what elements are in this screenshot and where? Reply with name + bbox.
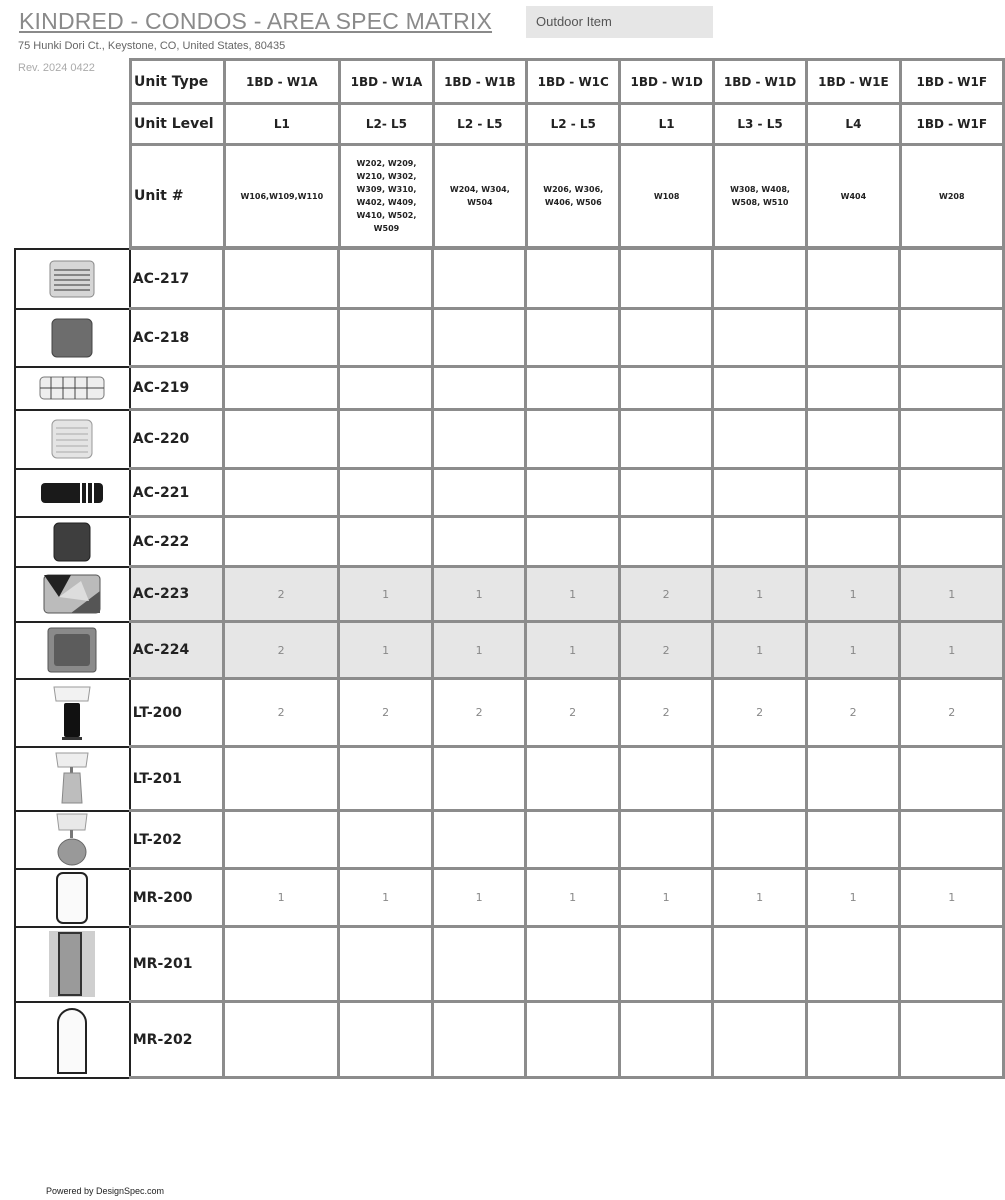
quantity-cell: [900, 309, 1004, 367]
quantity-cell: [432, 410, 526, 469]
unit-type-cell: 1BD - W1A: [340, 60, 433, 104]
quantity-cell: 1: [806, 567, 900, 622]
quantity-cell: [526, 517, 620, 567]
quantity-cell: 1: [223, 869, 338, 927]
quantity-cell: [900, 747, 1004, 811]
quantity-cell: 1: [900, 567, 1004, 622]
item-row: [15, 367, 1004, 410]
quantity-cell: [806, 747, 900, 811]
quantity-cell: 1: [806, 622, 900, 679]
quantity-cell: [900, 1002, 1004, 1078]
item-thumbnail: [15, 469, 130, 517]
item-row: [15, 517, 1004, 567]
quantity-cell: [432, 309, 526, 367]
quantity-cell: [806, 410, 900, 469]
item-code: AC-221: [130, 469, 224, 517]
quantity-cell: 2: [619, 567, 713, 622]
quantity-cell: [223, 811, 338, 869]
quantity-cell: [223, 410, 338, 469]
unit-type-label: Unit Type: [131, 60, 225, 104]
unit-level-cell: L3 - L5: [713, 104, 806, 145]
item-thumbnail: [15, 747, 130, 811]
unit-number-cell: W106,W109,W110: [224, 145, 340, 248]
quantity-cell: [900, 811, 1004, 869]
unit-level-cell: L1: [620, 104, 713, 145]
quantity-cell: [526, 367, 620, 410]
quantity-cell: [619, 367, 713, 410]
item-row: [15, 679, 1004, 747]
quantity-cell: [526, 410, 620, 469]
quantity-cell: [339, 309, 433, 367]
quantity-cell: [526, 811, 620, 869]
quantity-cell: 1: [713, 622, 807, 679]
quantity-cell: [900, 410, 1004, 469]
quantity-cell: [713, 367, 807, 410]
textured-pillow-icon: [16, 256, 129, 302]
quantity-cell: [900, 517, 1004, 567]
quantity-cell: 2: [223, 567, 338, 622]
item-thumbnail: [15, 679, 130, 747]
item-thumbnail: [15, 367, 130, 410]
unit-type-cell: 1BD - W1A: [224, 60, 340, 104]
quantity-cell: 1: [526, 567, 620, 622]
quantity-cell: 1: [339, 869, 433, 927]
project-address: 75 Hunki Dori Ct., Keystone, CO, United States, 80435: [18, 40, 286, 52]
quantity-cell: [526, 309, 620, 367]
quantity-cell: 2: [619, 622, 713, 679]
quantity-cell: [806, 309, 900, 367]
item-code: AC-217: [130, 249, 224, 309]
unit-number-cell: W204, W304, W504: [433, 145, 526, 248]
unit-number-cell: W206, W306, W406, W506: [527, 145, 620, 248]
item-code: LT-201: [130, 747, 224, 811]
item-thumbnail: [15, 517, 130, 567]
item-code: AC-222: [130, 517, 224, 567]
quantity-cell: [900, 367, 1004, 410]
quantity-cell: [713, 927, 807, 1002]
unit-level-cell: L4: [807, 104, 900, 145]
quantity-cell: [619, 811, 713, 869]
knit-pillow-icon: [16, 416, 129, 462]
unit-type-cell: 1BD - W1D: [713, 60, 806, 104]
quantity-cell: 1: [432, 567, 526, 622]
item-row: [15, 927, 1004, 1002]
quantity-cell: [339, 747, 433, 811]
unit-type-cell: 1BD - W1E: [807, 60, 900, 104]
quantity-cell: [432, 1002, 526, 1078]
powered-by-footer: Powered by DesignSpec.com: [46, 1186, 165, 1196]
quantity-cell: [432, 517, 526, 567]
quantity-cell: [806, 927, 900, 1002]
quantity-cell: [223, 469, 338, 517]
quantity-cell: [432, 927, 526, 1002]
quantity-cell: [432, 747, 526, 811]
item-row: [15, 869, 1004, 927]
unit-number-cell: W308, W408, W508, W510: [713, 145, 806, 248]
quantity-cell: [900, 927, 1004, 1002]
quantity-cell: [526, 747, 620, 811]
quantity-cell: 2: [339, 679, 433, 747]
unit-level-cell: L2- L5: [340, 104, 433, 145]
item-code: LT-200: [130, 679, 224, 747]
quantity-cell: [619, 249, 713, 309]
quantity-cell: [339, 367, 433, 410]
item-row: [15, 410, 1004, 469]
quantity-cell: [713, 410, 807, 469]
quantity-cell: [806, 367, 900, 410]
quantity-cell: 2: [806, 679, 900, 747]
quantity-cell: 1: [526, 869, 620, 927]
quantity-cell: [713, 309, 807, 367]
quantity-cell: [713, 469, 807, 517]
quantity-cell: 2: [619, 679, 713, 747]
dark-pillow-icon: [16, 519, 129, 565]
revision-label: Rev. 2024 0422: [18, 62, 95, 74]
spec-matrix-table: [14, 247, 1005, 1079]
rounded-mirror-icon: [16, 871, 129, 925]
item-code: MR-201: [130, 927, 224, 1002]
quantity-cell: [713, 811, 807, 869]
item-thumbnail: [15, 811, 130, 869]
quantity-cell: 1: [713, 869, 807, 927]
quantity-cell: [619, 517, 713, 567]
quantity-cell: [526, 927, 620, 1002]
quantity-cell: 2: [713, 679, 807, 747]
item-code: AC-219: [130, 367, 224, 410]
quantity-cell: [432, 367, 526, 410]
quantity-cell: [339, 1002, 433, 1078]
quantity-cell: [619, 309, 713, 367]
quantity-cell: [526, 1002, 620, 1078]
item-row: [15, 811, 1004, 869]
floor-mirror-icon: [16, 929, 129, 999]
page-title: KINDRED - CONDOS - AREA SPEC MATRIX: [19, 8, 493, 34]
quantity-cell: 2: [223, 622, 338, 679]
item-row: [15, 567, 1004, 622]
arched-mirror-icon: [16, 1005, 129, 1075]
unit-level-cell: L2 - L5: [527, 104, 620, 145]
item-code: AC-224: [130, 622, 224, 679]
quantity-cell: [223, 747, 338, 811]
quantity-cell: [339, 811, 433, 869]
quantity-cell: [223, 367, 338, 410]
outdoor-item-legend: Outdoor Item: [526, 6, 713, 38]
item-thumbnail: [15, 927, 130, 1002]
quantity-cell: [619, 469, 713, 517]
quantity-cell: [713, 1002, 807, 1078]
quantity-cell: 2: [526, 679, 620, 747]
table-lamp-ceramic-icon: [16, 812, 129, 868]
item-thumbnail: [15, 869, 130, 927]
item-code: MR-202: [130, 1002, 224, 1078]
quantity-cell: 1: [339, 567, 433, 622]
unit-number-cell: W404: [807, 145, 900, 248]
unit-type-cell: 1BD - W1F: [900, 60, 1003, 104]
item-row: [15, 309, 1004, 367]
quantity-cell: 2: [900, 679, 1004, 747]
item-row: [15, 622, 1004, 679]
quantity-cell: 1: [432, 622, 526, 679]
quantity-cell: 1: [713, 567, 807, 622]
quantity-cell: [223, 249, 338, 309]
unit-header-table: [129, 58, 1005, 249]
unit-number-row: [131, 145, 1004, 248]
quantity-cell: [619, 747, 713, 811]
quantity-cell: [223, 309, 338, 367]
quantity-cell: [223, 517, 338, 567]
quantity-cell: [900, 249, 1004, 309]
unit-type-row: [131, 60, 1004, 104]
quantity-cell: [223, 927, 338, 1002]
quantity-cell: [339, 410, 433, 469]
quantity-cell: [526, 249, 620, 309]
quantity-cell: 1: [432, 869, 526, 927]
quantity-cell: [339, 249, 433, 309]
item-thumbnail: [15, 622, 130, 679]
unit-level-row: [131, 104, 1004, 145]
quantity-cell: 1: [900, 622, 1004, 679]
unit-level-label: Unit Level: [131, 104, 225, 145]
unit-type-cell: 1BD - W1B: [433, 60, 526, 104]
item-code: LT-202: [130, 811, 224, 869]
item-code: AC-218: [130, 309, 224, 367]
unit-level-cell: L2 - L5: [433, 104, 526, 145]
item-row: [15, 747, 1004, 811]
quantity-cell: [619, 410, 713, 469]
quantity-cell: [526, 469, 620, 517]
lumbar-plaid-pillow-icon: [16, 373, 129, 403]
quantity-cell: [806, 249, 900, 309]
quantity-cell: [713, 747, 807, 811]
unit-number-label: Unit #: [131, 145, 225, 248]
quantity-cell: [713, 517, 807, 567]
unit-level-cell: 1BD - W1F: [900, 104, 1003, 145]
unit-number-cell: W202, W209, W210, W302, W309, W310, W402, W409, W410, W502, W509: [340, 145, 433, 248]
item-row: [15, 1002, 1004, 1078]
unit-type-cell: 1BD - W1C: [527, 60, 620, 104]
item-thumbnail: [15, 410, 130, 469]
item-code: AC-223: [130, 567, 224, 622]
table-lamp-stone-icon: [16, 751, 129, 807]
quantity-cell: [806, 811, 900, 869]
quantity-cell: [432, 469, 526, 517]
item-row: [15, 249, 1004, 309]
quantity-cell: [619, 1002, 713, 1078]
quantity-cell: 1: [619, 869, 713, 927]
item-row: [15, 469, 1004, 517]
item-thumbnail: [15, 567, 130, 622]
quantity-cell: [806, 469, 900, 517]
quantity-cell: [432, 811, 526, 869]
quantity-cell: 2: [223, 679, 338, 747]
table-lamp-black-icon: [16, 685, 129, 741]
quantity-cell: [806, 1002, 900, 1078]
unit-level-cell: L1: [224, 104, 340, 145]
item-thumbnail: [15, 1002, 130, 1078]
square-pillow-icon: [16, 315, 129, 361]
item-code: AC-220: [130, 410, 224, 469]
black-lumbar-pillow-icon: [16, 478, 129, 508]
quantity-cell: [432, 249, 526, 309]
unit-number-cell: W108: [620, 145, 713, 248]
quantity-cell: 2: [432, 679, 526, 747]
quantity-cell: [339, 469, 433, 517]
quantity-cell: [223, 1002, 338, 1078]
quantity-cell: [806, 517, 900, 567]
quantity-cell: [339, 927, 433, 1002]
quantity-cell: [713, 249, 807, 309]
flange-pillow-icon: [16, 625, 129, 675]
quantity-cell: 1: [339, 622, 433, 679]
quantity-cell: [900, 469, 1004, 517]
quantity-cell: [619, 927, 713, 1002]
unit-type-cell: 1BD - W1D: [620, 60, 713, 104]
quantity-cell: 1: [526, 622, 620, 679]
quantity-cell: 1: [806, 869, 900, 927]
quantity-cell: [339, 517, 433, 567]
patchwork-pillow-icon: [16, 571, 129, 617]
unit-number-cell: W208: [900, 145, 1003, 248]
item-thumbnail: [15, 249, 130, 309]
item-thumbnail: [15, 309, 130, 367]
quantity-cell: 1: [900, 869, 1004, 927]
item-code: MR-200: [130, 869, 224, 927]
